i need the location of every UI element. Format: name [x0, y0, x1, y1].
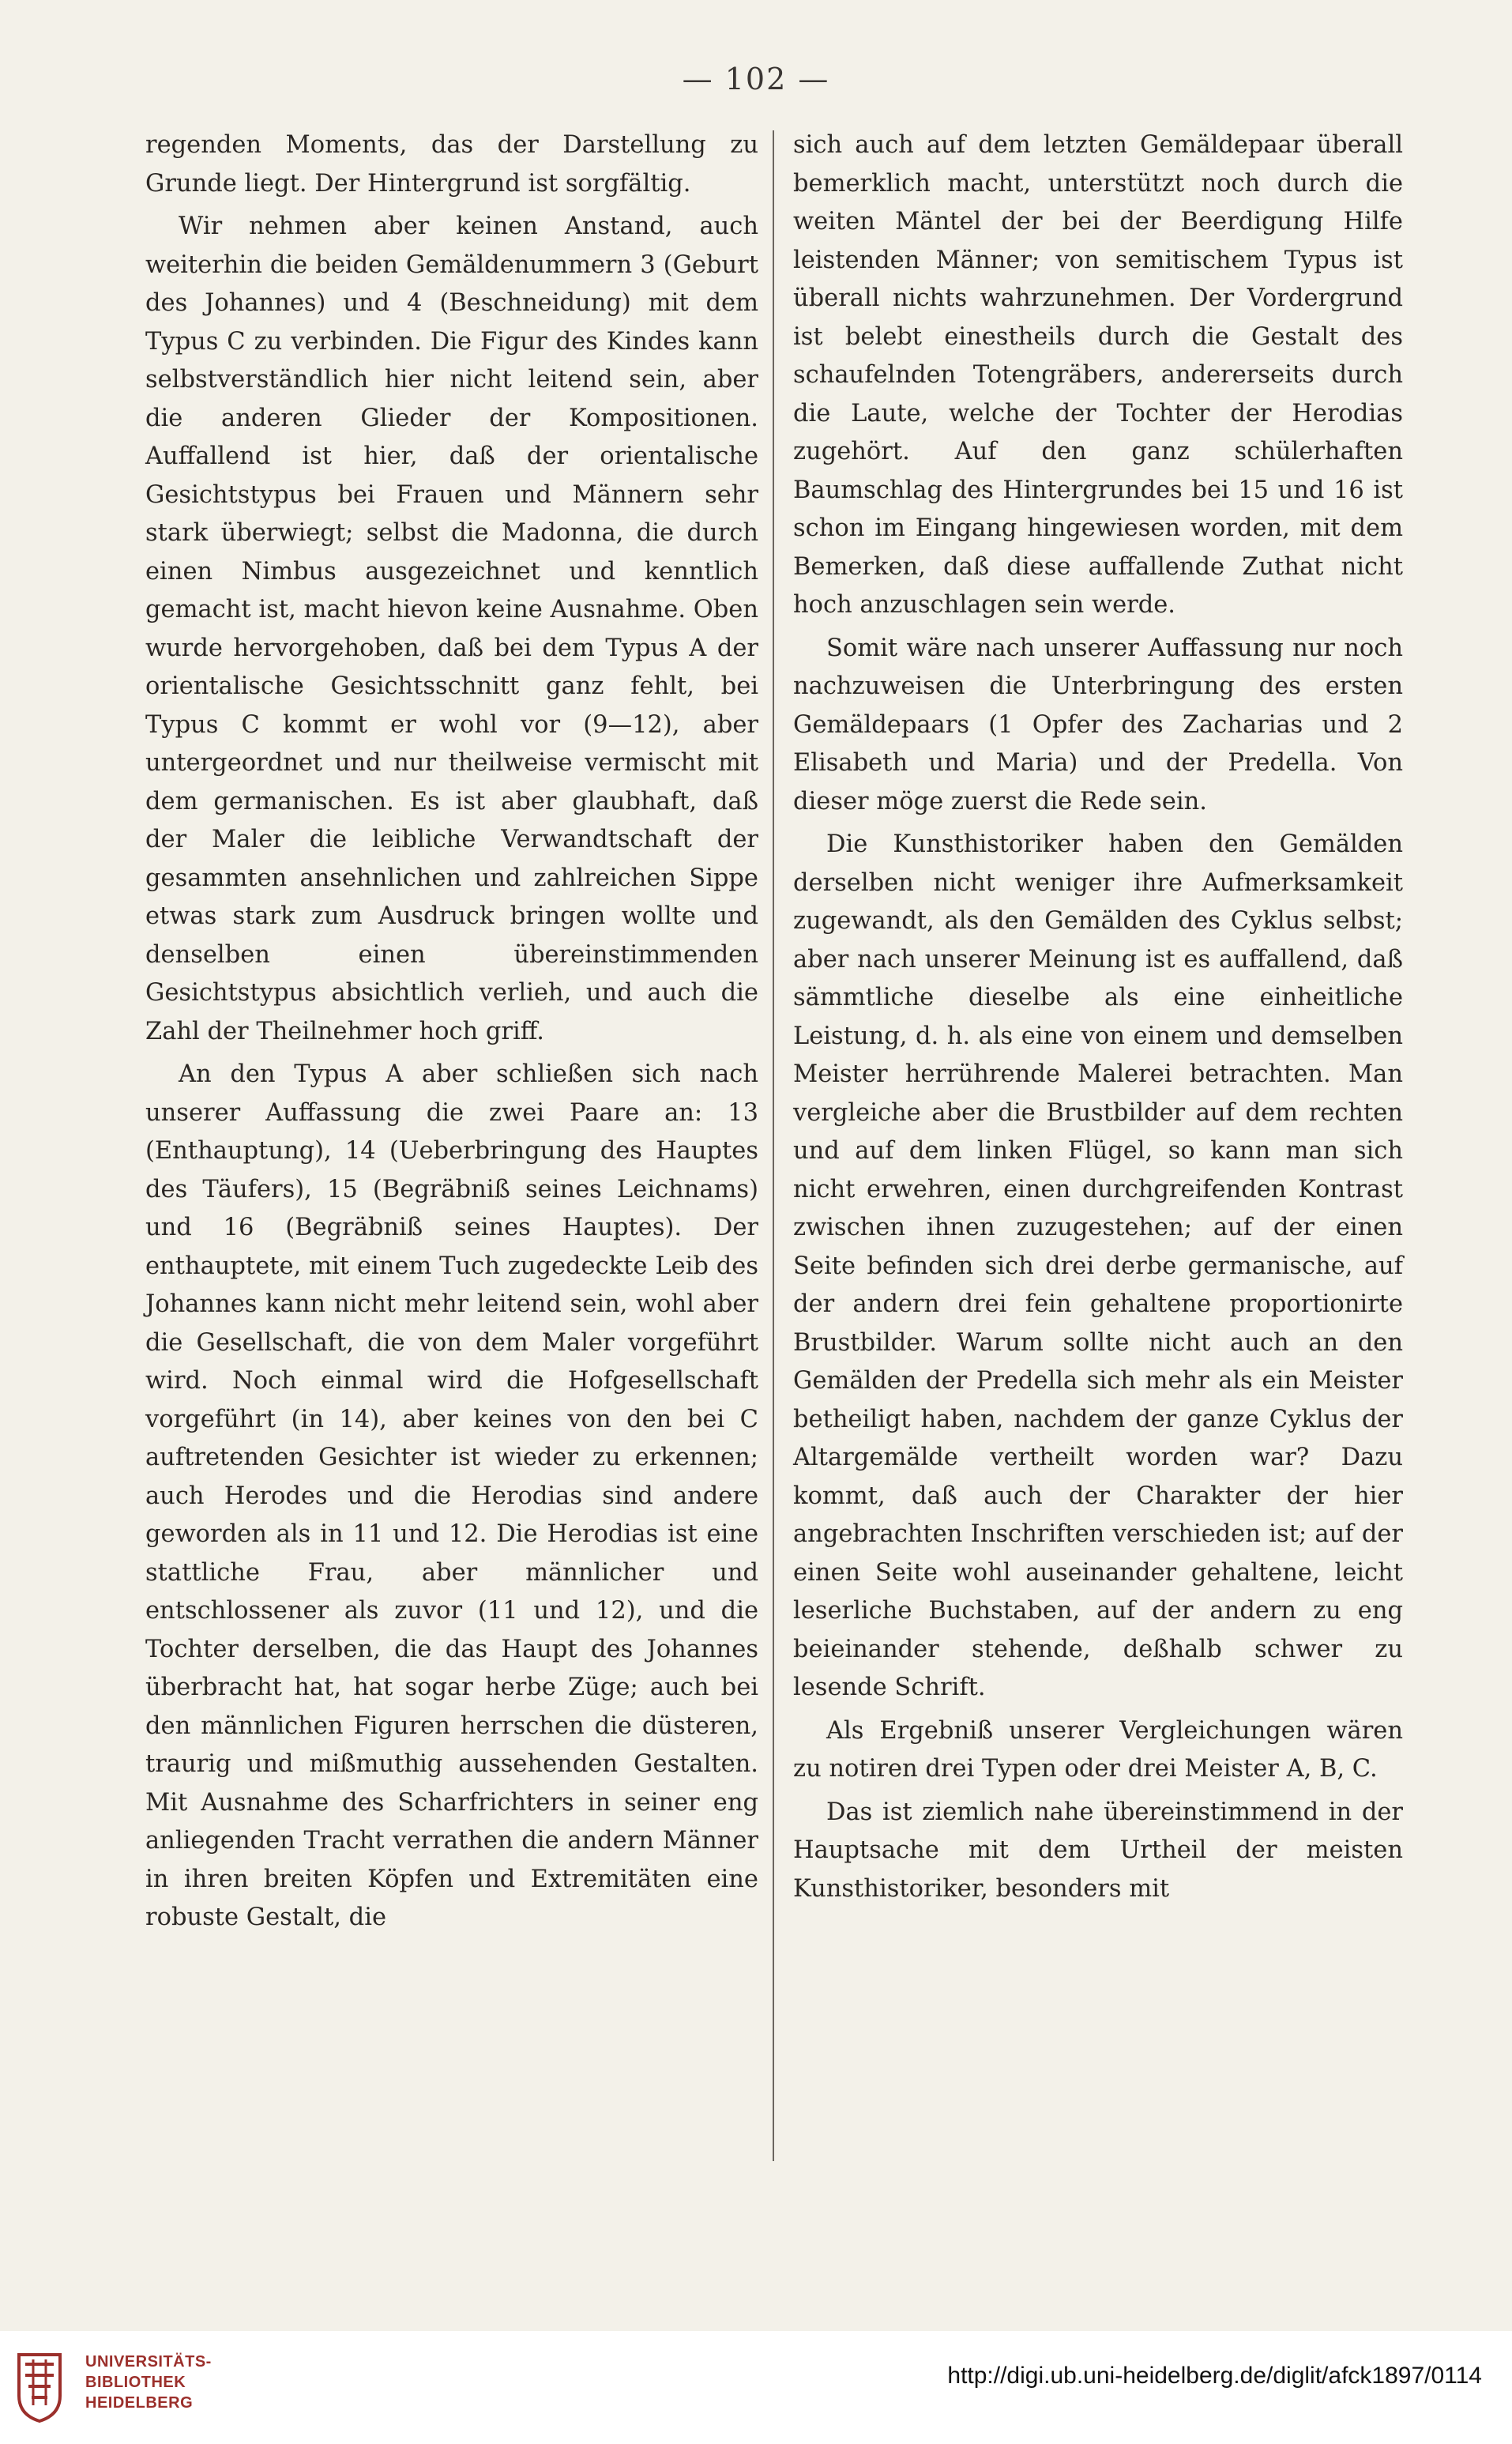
left-paragraph-2: Wir nehmen aber keinen Anstand, auch weiterhin die beiden Gemäldenummern 3 (Geburt des Johannes) und 4 (Beschneidung) mit dem Typus C zu verbinden. Die Figur des Kindes kann selbstverständlich hier nicht leitend sein, aber die anderen Glieder der Kompositionen. Auffallend ist hier, daß der orientalische Gesichtstypus bei Frauen und Männern sehr stark überwiegt; selbst die Madonna, die durch einen Nimbus ausgezeichnet und kenntlich gemacht ist, macht hievon keine Ausnahme. Oben wurde hervorgehoben, daß bei dem Typus A der orientalische Gesichtsschnitt ganz fehlt, bei Typus C kommt er wohl vor (9—12), aber untergeordnet und nur theilweise vermischt mit dem germanischen. Es ist aber glaubhaft, daß der Maler die leibliche Verwandtschaft der gesammten ansehnlichen und zahlreichen Sippe etwas stark zum Ausdruck bringen wollte und denselben einen übereinstimmenden Gesichtstypus absichtlich verlieh, und auch die Zahl der Theilnehmer hoch griff. — [145, 213, 758, 1045]
right-paragraph-2: Somit wäre nach unserer Auffassung nur noch nachzuweisen die Unterbringung des ersten Gemäldepaars (1 Opfer des Zacharias und 2 Elisabeth und Maria) und der Predella. Von dieser möge zuerst die Rede sein. — [793, 634, 1403, 815]
right-paragraph-1: sich auch auf dem letzten Gemäldepaar überall bemerklich macht, unterstützt noch durch die weiten Mäntel der bei der Beerdigung Hilfe leistenden Männer; von semitischem Typus ist überall nichts wahrzunehmen. Der Vordergrund ist belebt einestheils durch die Gestalt des schaufelnden Totengräbers, andererseits durch die Laute, welche der Tochter der Herodias zugehört. Auf den ganz schülerhaften Baumschlag des Hintergrundes bei 15 und 16 ist schon im Eingang hingewiesen worden, mit dem Bemerken, daß diese auffallende Zuthat nicht hoch anzuschlagen sein werde. — [793, 131, 1403, 619]
right-paragraph-4: Als Ergebniß unserer Vergleichungen wären zu notiren drei Typen oder drei Meister A, B, C. — [793, 1716, 1403, 1783]
left-paragraph-3: An den Typus A aber schließen sich nach unserer Auffassung die zwei Paare an: 13 (Enthauptung), 14 (Ueberbringung des Hauptes des Täufers), 15 (Begräbniß seines Leichnams) und 16 (Begräbniß seines Hauptes). Der enthauptete, mit einem Tuch zugedeckte Leib des Johannes kann nicht mehr leitend sein, wohl aber die Gesellschaft, die von dem Maler vorgeführt wird. Noch einmal wird die Hofgesellschaft vorgeführt (in 14), aber keines von den bei C auftretenden Gesichter ist wieder zu erkennen; auch Herodes und die Herodias sind andere geworden als in 11 und 12. Die Herodias ist eine stattliche Frau, aber männlicher und entschlossener als zuvor (11 und 12), und die Tochter derselben, die das Haupt des Johannes überbracht hat, hat sogar herbe Züge; auch bei den männlichen Figuren herrschen die düsteren, traurig und mißmuthig aussehenden Gestalten. Mit Ausnahme des Scharfrichters in seiner eng anliegenden Tracht verrathen die andern Männer in ihren breiten Köpfen und Extremitäten eine robuste Gestalt, die — [145, 1060, 758, 1931]
right-paragraph-5: Das ist ziemlich nahe übereinstimmend in der Hauptsache mit dem Urtheil der meisten Kunsthistoriker, besonders mit — [793, 1798, 1403, 1903]
library-name-line-2: BIBLIOTHEK — [85, 2374, 186, 2391]
right-paragraph-3: Die Kunsthistoriker haben den Gemälden derselben nicht weniger ihre Aufmerksamkeit zugewandt, als den Gemälden des Cyklus selbst; aber nach unserer Meinung ist es auffallend, daß sämmtliche dieselbe als eine einheitliche Leistung, d. h. als eine von einem und demselben Meister herrührende Malerei betrachten. Man vergleiche aber die Brustbilder auf dem rechten und auf dem linken Flügel, so kann man sich nicht erwehren, einen durchgreifenden Kontrast zwischen ihnen zuzugestehen; auf der einen Seite befinden sich drei derbe germanische, auf der andern drei fein gehaltene proportionirte Brustbilder. Warum sollte nicht auch an den Gemälden der Predella sich mehr als ein Meister betheiligt haben, nachdem der ganze Cyklus der Altargemälde vertheilt worden war? Dazu kommt, daß auch der Charakter der hier angebrachten Inschriften verschieden ist; auf der einen Seite wohl auseinander gehaltene, leicht leserliche Buchstaben, auf der andern zu eng beieinander stehende, deßhalb schwer zu lesende Schrift. — [793, 830, 1403, 1701]
digital-copy-url[interactable]: http://digi.ub.uni-heidelberg.de/diglit/afck1897/0114 — [947, 2363, 1482, 2389]
page-number: — 102 — — [682, 62, 830, 96]
right-text-column — [793, 126, 1403, 1908]
university-seal-icon — [14, 2348, 65, 2424]
library-name-line-1: UNIVERSITÄTS- — [85, 2353, 212, 2371]
left-paragraph-1: regenden Moments, das der Darstellung zu Grunde liegt. Der Hintergrund ist sorgfältig. — [145, 131, 758, 198]
library-name — [85, 2352, 212, 2413]
column-divider — [773, 130, 774, 2161]
library-name-line-3: HEIDELBERG — [85, 2394, 194, 2412]
library-footer — [0, 2331, 1512, 2444]
left-text-column — [145, 126, 758, 1938]
